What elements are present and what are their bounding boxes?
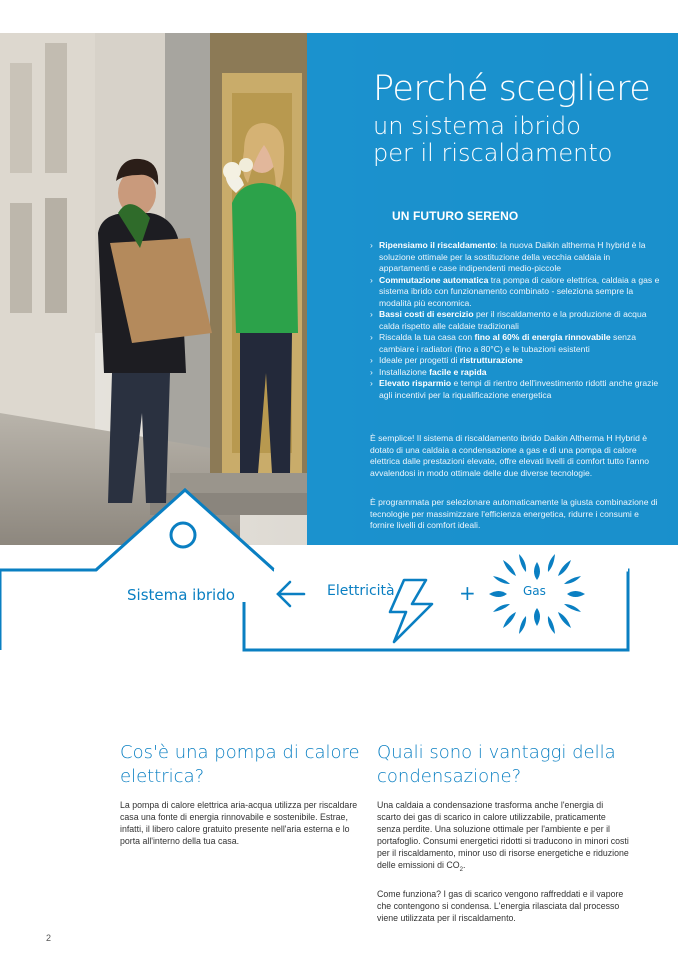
condensation-section (377, 741, 629, 924)
plus-sign: + (459, 581, 476, 605)
how-it-works-body: Come funziona? I gas di scarico vengono raffreddati e il vapore che contengono si condensa. L'energia rilasciata dal processo viene utilizzata per il riscaldamento. (377, 888, 624, 923)
bullet-bold: Bassi costi di esercizio (379, 309, 474, 319)
heading-line: Cos'è una pompa di calore (120, 742, 360, 763)
condensation-body (377, 799, 629, 876)
programming-paragraph: È programmata per selezionare automaticamente la giusta combinazione di tecnologie per massimizzare l'efficienza energetica, ridurre i consumi e fornire livelli di comfort ideali. (370, 497, 658, 530)
list-item (370, 332, 660, 355)
body-text: . (462, 860, 466, 870)
bullet-bold: Elevato risparmio (379, 378, 452, 388)
condensation-heading (377, 741, 629, 789)
heading-line: Quali sono i vantaggi della (377, 742, 616, 763)
bullet-bold: fino al 60% di energia rinnovabile (474, 332, 611, 342)
page-title (373, 70, 650, 167)
bullet-text: Installazione (379, 366, 430, 377)
bullet-bold: Ripensiamo il riscaldamento (379, 240, 496, 250)
title-line-3: per il riscaldamento (373, 139, 613, 168)
list-item (370, 240, 660, 275)
list-item (370, 275, 660, 310)
hybrid-scheme (0, 480, 678, 680)
bullet-bold: Commutazione automatica (379, 274, 489, 285)
bullet-bold: facile e rapida (429, 366, 487, 377)
bullet-text: Riscalda la tua casa con (379, 332, 475, 342)
bullet-text: per il riscaldamento e la produzione di acqua calda rispetto alle caldaie tradizionali (379, 309, 647, 331)
arrow-left-icon (278, 582, 304, 606)
heat-pump-body: La pompa di calore elettrica aria-acqua utilizza per riscaldare casa una fonte di energia rinnovabile e sostenibile. Estrae, infatti, il libero calore gratuito presente nell'aria esterna e lo porta all'interno della tua casa. (120, 800, 358, 846)
bullet-text: e tempi di rientro dell'investimento ridotti anche grazie agli incentivi per la riqualificazione energetica (379, 378, 659, 400)
section-subhead: UN FUTURO SERENO (392, 209, 519, 223)
list-item (370, 355, 660, 367)
bullet-text: : la nuova Daikin altherma H hybrid è la soluzione ottimale per la sostituzione della vecchia caldaia in appartamenti e case indipendenti medio-piccole (379, 240, 646, 273)
lightning-icon (390, 580, 432, 642)
heading-line: elettrica? (120, 766, 205, 787)
bullet-text: Ideale per progetti di (379, 355, 460, 365)
list-item (370, 309, 660, 332)
heading-line: condensazione? (377, 766, 522, 787)
page-number: 2 (46, 933, 52, 943)
title-line-2: un sistema ibrido (373, 112, 581, 141)
benefits-list (370, 240, 660, 401)
intro-paragraph: È semplice! Il sistema di riscaldamento ibrido Daikin Altherma H Hybrid è dotato di una caldaia a condensazione a gas e di una pompa di calore elettrica dalle prestazioni elevate, offre elevati livelli di comfort tutto l'anno avvalendosi in modo ottimale delle due diverse tecnologie. (370, 433, 650, 478)
bullet-text: senza cambiare i radiatori (fino a 80°C) e le tubazioni esistenti (379, 332, 636, 354)
heat-pump-section (120, 741, 360, 847)
list-item (370, 378, 660, 401)
co2-subscript: 2 (459, 866, 463, 873)
bullet-bold: ristrutturazione (459, 355, 523, 365)
electricity-label: Elettricità (327, 583, 395, 599)
body-text: Una caldaia a condensazione trasforma anche l'energia di scarto dei gas di scarico in calore utilizzabile, praticamente senza perdite. Una soluzione ottimale per l'ambiente e per il portafoglio. Consumi energetici ridotti si traducono in minori costi per il riscaldamento, minor uso di risorse energetiche e riduzione delle emissioni di CO (377, 800, 629, 870)
gas-label: Gas (523, 584, 546, 598)
title-line-1: Perché scegliere (373, 69, 651, 109)
bullet-text: tra pompa di calore elettrica, caldaia a gas e sistema ibrido con funzionamento combinato - seleziona sempre la modalità più economica. (379, 274, 660, 308)
heat-pump-heading (120, 741, 360, 789)
hybrid-system-label: Sistema ibrido (127, 586, 235, 604)
list-item (370, 367, 660, 379)
